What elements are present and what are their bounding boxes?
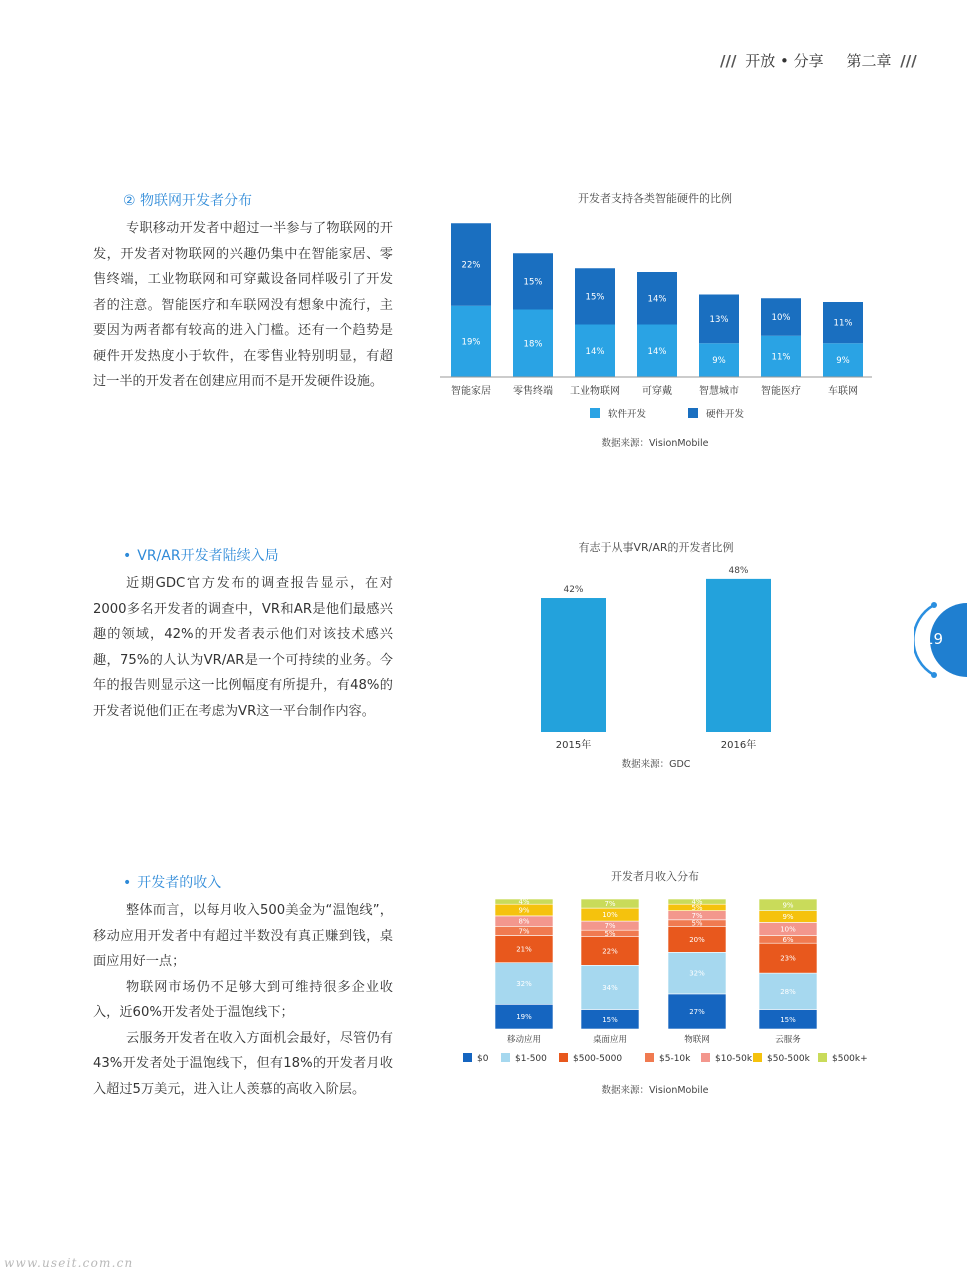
legend-label: $50-500k bbox=[767, 1054, 810, 1064]
data-label: 14% bbox=[647, 346, 667, 357]
chart-title: 开发者支持各类智能硬件的比例 bbox=[578, 192, 732, 205]
data-label: 22% bbox=[461, 260, 481, 271]
chart-vr bbox=[510, 535, 810, 779]
legend-label: $0 bbox=[477, 1054, 489, 1064]
legend-label: $5-10k bbox=[659, 1054, 691, 1064]
x-tick-label: 物联网 bbox=[684, 1035, 710, 1045]
bar-2016年 bbox=[706, 579, 771, 732]
data-label: 7% bbox=[518, 927, 530, 936]
chart-source: 数据来源：VisionMobile bbox=[601, 1085, 709, 1096]
data-label: 7% bbox=[691, 911, 703, 920]
data-label: 42% bbox=[563, 585, 584, 596]
header-open: 开放 bbox=[745, 52, 776, 70]
data-label: 23% bbox=[780, 954, 796, 963]
legend-swatch bbox=[559, 1053, 568, 1062]
data-label: 9% bbox=[782, 913, 794, 922]
data-label: 9% bbox=[518, 906, 530, 915]
data-label: 9% bbox=[712, 356, 726, 367]
data-label: 34% bbox=[602, 983, 618, 992]
legend-label: $500-5000 bbox=[573, 1054, 623, 1064]
data-label: 15% bbox=[602, 1015, 618, 1024]
chart-iot-hardware bbox=[440, 185, 880, 459]
data-label: 5% bbox=[691, 919, 703, 928]
data-label: 18% bbox=[523, 339, 543, 350]
section-iot-body: 专职移动开发者中超过一半参与了物联网的开发，开发者对物联网的兴趣仍集中在智能家居、零售终端，工业物联网和可穿戴设备同样吸引了开发者的注意。智能医疗和车联网没有想象中流行，主要因为两者都有较高的进入门槛。还有一个趋势是硬件开发热度小于软件，在零售业特别明显，有超过一半的开发者在创建应用而不是开发硬件设施。 bbox=[93, 221, 393, 389]
data-label: 19% bbox=[516, 1013, 532, 1022]
data-label: 28% bbox=[780, 987, 796, 996]
section-vr-bullet: • bbox=[123, 548, 132, 564]
x-tick-label: 云服务 bbox=[775, 1035, 801, 1045]
section-income-title-text: 开发者的收入 bbox=[137, 875, 222, 891]
data-label: 10% bbox=[602, 911, 618, 920]
data-label: 19% bbox=[461, 337, 481, 348]
data-label: 13% bbox=[709, 314, 729, 325]
legend-label: $1-500 bbox=[515, 1054, 547, 1064]
data-label: 5% bbox=[604, 929, 616, 938]
data-label: 21% bbox=[516, 945, 532, 954]
x-tick-label: 智能家居 bbox=[451, 386, 491, 397]
data-label: 8% bbox=[518, 917, 530, 926]
legend-swatch bbox=[818, 1053, 827, 1062]
x-tick-label: 桌面应用 bbox=[592, 1035, 628, 1045]
page-number-tab bbox=[914, 600, 967, 680]
data-label: 11% bbox=[771, 352, 791, 363]
section-income bbox=[93, 872, 393, 1102]
header-chapter: 第二章 bbox=[846, 52, 892, 70]
data-label: 9% bbox=[836, 356, 850, 367]
data-label: 7% bbox=[604, 900, 616, 909]
section-vr-body: 近期GDC官方发布的调查报告显示，在对2000多名开发者的调查中，VR和AR是他们最感兴趣的领域，42%的开发者表示他们对该技术感兴趣，75%的人认为VR/AR是一个可持续的业务。今年的报告则显示这一比例幅度有所提升，有48%的开发者说他们正在考虑为VR这一平台制作内容。 bbox=[93, 576, 393, 719]
x-tick-label: 移动应用 bbox=[506, 1035, 542, 1045]
legend-swatch bbox=[645, 1053, 654, 1062]
chart-income bbox=[455, 862, 885, 1106]
x-tick-label: 车联网 bbox=[828, 386, 858, 397]
chart-income-svg bbox=[455, 862, 885, 1102]
data-label: 6% bbox=[782, 935, 794, 944]
legend-swatch bbox=[688, 408, 698, 418]
section-income-bullet: • bbox=[123, 875, 132, 891]
legend-label: 硬件开发 bbox=[706, 409, 745, 420]
header-share: 分享 bbox=[793, 52, 824, 70]
x-tick-label: 智慧城市 bbox=[699, 386, 739, 397]
data-label: 10% bbox=[771, 313, 791, 323]
data-label: 32% bbox=[516, 980, 532, 988]
header-dot: • bbox=[780, 52, 789, 70]
section-income-body-3: 云服务开发者在收入方面机会最好，尽管仍有43%开发者处于温饱线下，但有18%的开发者月收入超过5万美元，进入让人羡慕的高收入阶层。 bbox=[93, 1030, 393, 1097]
bar-2015年 bbox=[541, 598, 606, 732]
legend-label: 软件开发 bbox=[608, 409, 647, 420]
data-label: 27% bbox=[689, 1007, 705, 1016]
section-income-body-2: 物联网市场仍不足够大到可维持很多企业收入，近60%开发者处于温饱线下； bbox=[93, 979, 393, 1020]
section-vr bbox=[93, 545, 393, 724]
footer-watermark: www.useit.com.cn bbox=[4, 1256, 134, 1270]
legend-swatch bbox=[753, 1053, 762, 1062]
chart-iot-svg bbox=[440, 185, 880, 455]
header-bars-left: /// bbox=[720, 52, 737, 70]
x-tick-label: 零售终端 bbox=[513, 386, 553, 397]
data-label: 20% bbox=[689, 935, 705, 944]
running-header bbox=[716, 50, 921, 71]
legend-label: $10-50k bbox=[715, 1054, 753, 1064]
x-tick-label: 智能医疗 bbox=[761, 386, 801, 397]
data-label: 4% bbox=[518, 898, 530, 907]
legend-swatch bbox=[501, 1053, 510, 1062]
page-number: 19 bbox=[924, 630, 944, 648]
section-vr-title bbox=[123, 545, 393, 565]
legend-swatch bbox=[590, 408, 600, 418]
data-label: 14% bbox=[647, 294, 667, 305]
x-tick-label: 可穿戴 bbox=[642, 386, 672, 397]
chart-title: 有志于从事VR/AR的开发者比例 bbox=[578, 541, 734, 554]
data-label: 7% bbox=[604, 922, 616, 931]
legend-swatch bbox=[701, 1053, 710, 1062]
chart-source: 数据来源：GDC bbox=[621, 759, 691, 770]
chart-title: 开发者月收入分布 bbox=[611, 870, 699, 883]
legend-swatch bbox=[463, 1053, 472, 1062]
section-vr-title-text: VR/AR开发者陆续入局 bbox=[137, 548, 279, 564]
data-label: 14% bbox=[585, 346, 605, 357]
data-label: 15% bbox=[780, 1015, 796, 1024]
section-iot bbox=[93, 190, 393, 395]
data-label: 32% bbox=[689, 969, 705, 978]
chart-source: 数据来源：VisionMobile bbox=[601, 438, 709, 449]
data-label: 11% bbox=[833, 318, 853, 329]
section-iot-title: ② 物联网开发者分布 bbox=[123, 193, 253, 209]
header-bars-right: /// bbox=[900, 52, 917, 70]
data-label: 48% bbox=[728, 565, 749, 576]
chart-vr-svg bbox=[510, 535, 810, 775]
section-income-title bbox=[123, 872, 393, 892]
data-label: 15% bbox=[523, 277, 543, 288]
section-income-body-1: 整体而言，以每月收入500美金为“温饱线”，移动应用开发者中有超过半数没有真正赚到钱，桌面应用好一点； bbox=[93, 903, 393, 969]
x-tick-label: 2015年 bbox=[555, 740, 592, 751]
data-label: 10% bbox=[780, 925, 796, 934]
legend-label: $500k+ bbox=[832, 1054, 868, 1064]
data-label: 15% bbox=[585, 292, 605, 303]
data-label: 4% bbox=[691, 898, 703, 907]
x-tick-label: 工业物联网 bbox=[570, 386, 620, 397]
data-label: 22% bbox=[602, 947, 618, 956]
data-label: 9% bbox=[782, 901, 794, 910]
data-label: 5% bbox=[691, 903, 703, 912]
x-tick-label: 2016年 bbox=[720, 740, 757, 751]
